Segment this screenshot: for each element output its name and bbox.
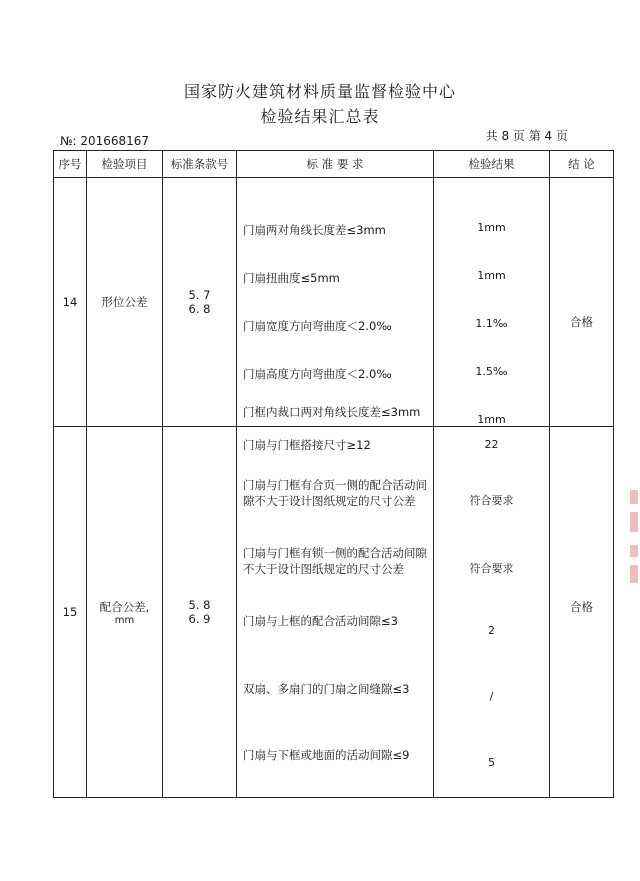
result-value: 1.5‰ [475, 365, 508, 378]
report-number: №: 201668167 [60, 134, 150, 148]
row-item [87, 178, 163, 427]
row-item [87, 427, 163, 798]
row-conclusion: 合格 [550, 427, 614, 798]
result-value: 22 [484, 438, 499, 451]
result-value: 5 [488, 756, 495, 769]
row-clause-1: 5. 8 [188, 598, 211, 612]
requirement-text: 门扇与门框搭接尺寸≥12 [243, 438, 371, 452]
col-header-seq: 序号 [54, 151, 87, 178]
seal-stamp-edge [630, 565, 638, 583]
org-title: 国家防火建筑材料质量监督检验中心 [183, 82, 456, 101]
row-clause [163, 178, 237, 427]
row-clause [163, 427, 237, 798]
seal-stamp-edge [630, 490, 638, 504]
result-value: 1mm [477, 269, 506, 282]
row-item-name: 形位公差 [101, 295, 148, 309]
requirement-text: 双扇、多扇门的门扇之间缝隙≤3 [243, 682, 410, 696]
requirement-text: 门扇与门框有合页一侧的配合活动间隙不大于设计图纸规定的尺寸公差 [243, 478, 427, 508]
result-value: 2 [488, 624, 495, 637]
row-seq: 15 [54, 427, 87, 798]
requirement-text: 门扇高度方向弯曲度＜2.0‰ [243, 367, 392, 381]
col-header-conclusion: 结 论 [550, 151, 614, 178]
result-value: 1.1‰ [475, 317, 508, 330]
table-row [54, 178, 614, 427]
requirement-text: 门扇与门框有锁一侧的配合活动间隙不大于设计图纸规定的尺寸公差 [243, 546, 427, 576]
page-info: 共 8 页 第 4 页 [485, 129, 568, 143]
requirement-text: 门框内裁口两对角线长度差≤3mm [243, 405, 421, 419]
result-value: 符合要求 [469, 494, 514, 507]
result-value: 1mm [477, 221, 506, 234]
row-results [434, 178, 550, 427]
requirement-text: 门扇与上框的配合活动间隙≤3 [243, 614, 398, 628]
row-clause-2: 6. 8 [188, 302, 211, 316]
col-header-result: 检验结果 [434, 151, 550, 178]
requirement-text: 门扇与下框或地面的活动间隙≤9 [243, 748, 410, 762]
col-header-clause: 标准条款号 [163, 151, 237, 178]
requirement-text: 门扇宽度方向弯曲度＜2.0‰ [243, 319, 392, 333]
result-value: 符合要求 [469, 562, 514, 575]
row-conclusion: 合格 [550, 178, 614, 427]
row-requirements [237, 427, 434, 798]
col-header-item: 检验项目 [87, 151, 163, 178]
row-clause-2: 6. 9 [188, 612, 211, 626]
result-value: / [489, 690, 494, 703]
requirement-text: 门扇两对角线长度差≤3mm [243, 223, 386, 237]
row-results [434, 427, 550, 798]
results-table [53, 150, 614, 798]
table-header-row [54, 151, 614, 178]
row-clause-1: 5. 7 [188, 288, 211, 302]
row-item-name: 配合公差, [99, 599, 150, 614]
seal-stamp-edge [630, 545, 638, 557]
row-item-unit: mm [114, 614, 135, 626]
table-row [54, 427, 614, 798]
row-requirements [237, 178, 434, 427]
row-seq: 14 [54, 178, 87, 427]
result-value: 1mm [477, 413, 506, 426]
doc-title: 检验结果汇总表 [260, 107, 380, 126]
seal-stamp-edge [630, 512, 638, 532]
requirement-text: 门扇扭曲度≤5mm [243, 271, 340, 285]
col-header-requirement: 标 准 要 求 [237, 151, 434, 178]
